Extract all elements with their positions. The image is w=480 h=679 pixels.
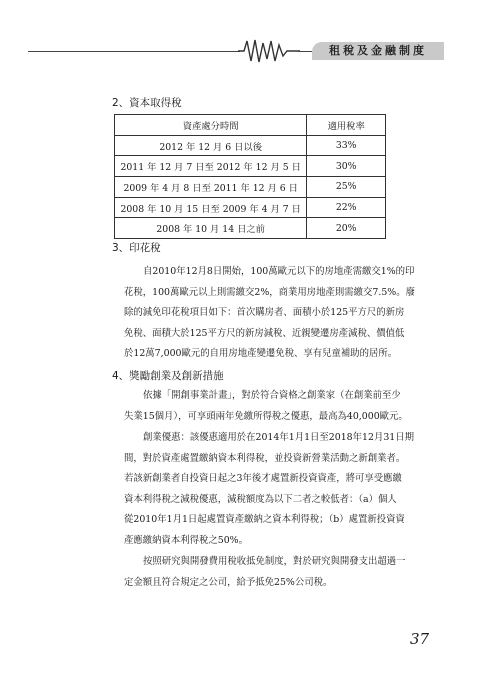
- text-line: 於12萬7,000歐元的自用房地產變遷免稅、享有兒童補助的居所。: [124, 348, 398, 359]
- table-row: [115, 156, 386, 177]
- text-line: 若該新創業者自投資日起之3年後才處置新投資資產，將可享受應繳: [124, 473, 402, 484]
- table-header-row: [115, 115, 386, 136]
- header-rule-left: [28, 51, 240, 52]
- text-line: 失業15個月），可享頭兩年免繳所得稅之優惠，最高為40,000歐元。: [124, 410, 408, 422]
- table-cell: 2008 年 10 月 14 日之前: [115, 218, 307, 239]
- text-line: 按照研究與開發費用稅收抵免制度，對於研究與開發支出超過一: [143, 556, 406, 567]
- table-cell: 2011 年 12 月 7 日至 2012 年 12 月 5 日: [115, 156, 307, 177]
- text-line: 產應繳納資本利得稅之50%。: [124, 534, 248, 546]
- text-line: 定金額且符合規定之公司，給予抵免25%公司稅。: [124, 576, 333, 588]
- startup-plan-paragraph: [124, 386, 430, 427]
- table-row: [115, 197, 386, 218]
- heading-stamp-duty: 3、印花稅: [112, 242, 161, 254]
- text-line: 間，對於資產處置繳納資本利得稅，並投資新營業活動之新創業者。: [124, 452, 406, 464]
- heading-startup-incentives: 4、獎勵創業及創新措施: [112, 370, 224, 382]
- table-cell: 2008 年 10 月 15 日至 2009 年 4 月 7 日: [115, 197, 307, 218]
- table-cell: 20%: [307, 218, 386, 239]
- table-cell: 2009 年 4 月 8 日至 2011 年 12 月 6 日: [115, 177, 307, 198]
- heading-capital-gains-tax: 2、資本取得稅: [112, 97, 182, 109]
- text-line: 除的減免印花稅項目如下：首次購房者、面積小於125平方尺的新房: [124, 307, 405, 318]
- table-cell: 22%: [307, 197, 386, 218]
- table-row: [115, 135, 386, 156]
- table-cell: 30%: [307, 156, 386, 177]
- text-line: 依據「開創事業計畫」，對於符合資格之創業家（在創業前至少: [143, 390, 401, 401]
- section-title-tab: 租稅及金融制度: [312, 42, 444, 60]
- tax-rate-table: [114, 114, 386, 239]
- text-line: 自2010年12月8日開始，100萬歐元以下的房地產需繳交1%的印: [143, 266, 415, 277]
- startup-relief-paragraph: [124, 428, 430, 551]
- column-header: 資產處分時間: [115, 115, 307, 136]
- text-line: 資本利得稅之減稅優惠，減稅額度為以下二者之較低者：（a）個人: [124, 493, 397, 505]
- rnd-credit-paragraph: [124, 552, 430, 593]
- heartbeat-line-icon: [238, 38, 300, 64]
- stamp-duty-paragraph: [124, 262, 430, 365]
- header-rule-right: [298, 51, 312, 52]
- table-cell: 33%: [307, 135, 386, 156]
- table-cell: 25%: [307, 177, 386, 198]
- column-header: 適用稅率: [307, 115, 386, 136]
- text-line: 創業優惠：該優惠適用於在2014年1月1日至2018年12月31日期: [143, 432, 415, 443]
- text-line: 免稅、面積大於125平方尺的新房減稅、近親變遷房產減稅、價值低: [124, 327, 405, 339]
- page-number: 37: [410, 630, 430, 648]
- table-cell: 2012 年 12 月 6 日以後: [115, 135, 307, 156]
- table-row: [115, 218, 386, 239]
- text-line: 花稅，100萬歐元以上則需繳交2%，商業用房地產則需繳交7.5%。廢: [124, 286, 415, 298]
- text-line: 從2010年1月1日起處置資產繳納之資本利得稅；（b）處置新投資資: [124, 514, 405, 525]
- table-row: [115, 177, 386, 198]
